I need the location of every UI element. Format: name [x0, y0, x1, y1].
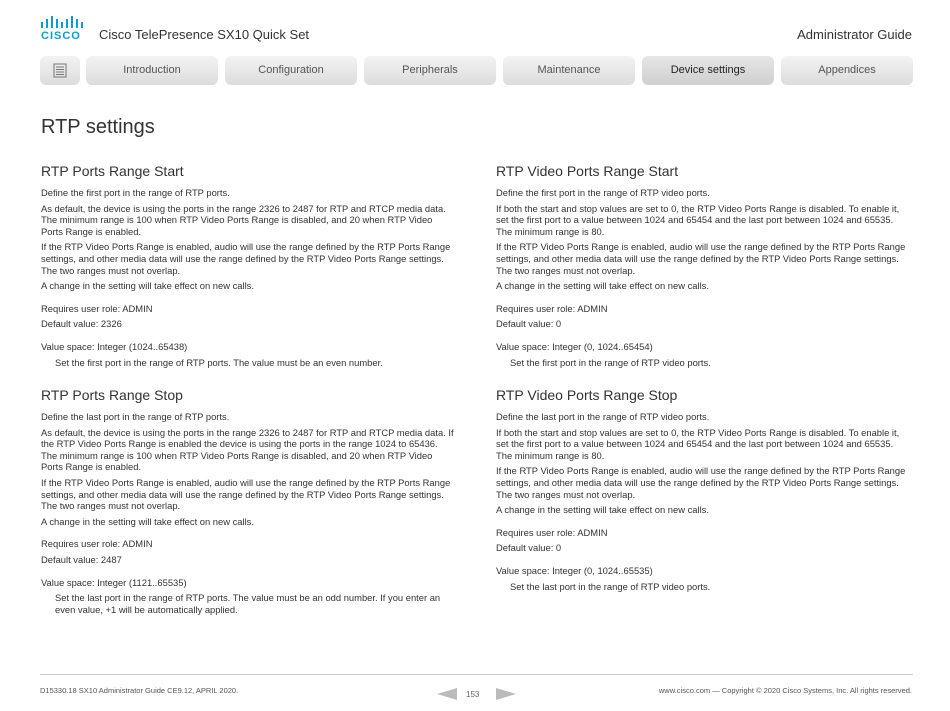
user-role: Requires user role: ADMIN [41, 302, 153, 314]
section-paragraph: A change in the setting will take effect on new calls. [41, 280, 254, 292]
user-role: Requires user role: ADMIN [41, 538, 153, 550]
value-description: Set the first port in the range of RTP ports. The value must be an even number. [55, 356, 383, 368]
logo-text: CISCO [41, 30, 81, 42]
footer-doc-id: D15330.18 SX10 Administrator Guide CE9.12, APRIL 2020. [40, 686, 239, 695]
tab-introduction[interactable]: Introduction [86, 56, 218, 85]
user-role: Requires user role: ADMIN [496, 526, 608, 538]
section-description: Define the last port in the range of RTP ports. [41, 411, 230, 422]
footer-divider [40, 674, 913, 675]
value-space: Value space: Integer (1121..65535) [41, 576, 187, 588]
previous-page-button[interactable] [437, 687, 457, 705]
tab-peripherals[interactable]: Peripherals [364, 56, 496, 85]
user-role: Requires user role: ADMIN [496, 302, 608, 314]
value-description: Set the last port in the range of RTP ports. The value must be an odd number. If you enter an even value, +1 will be automatically applied. [55, 592, 441, 615]
tab-contents[interactable] [40, 56, 80, 85]
section-title: RTP Ports Range Start [41, 163, 184, 179]
section-title: RTP Ports Range Stop [41, 387, 183, 403]
section-paragraph: A change in the setting will take effect on new calls. [496, 504, 709, 516]
default-value: Default value: 0 [496, 542, 562, 554]
tab-configuration[interactable]: Configuration [225, 56, 357, 85]
triangle-right-icon [496, 688, 516, 700]
value-space: Value space: Integer (0, 1024..65535) [496, 564, 653, 576]
value-space: Value space: Integer (1024..65438) [41, 340, 188, 352]
document-icon [53, 63, 67, 78]
section-description: Define the last port in the range of RTP video ports. [496, 411, 710, 422]
section-title: RTP Video Ports Range Start [496, 163, 679, 179]
page-title: RTP settings [41, 116, 155, 138]
tab-maintenance[interactable]: Maintenance [503, 56, 635, 85]
section-paragraph: If the RTP Video Ports Range is enabled, audio will use the range defined by the RTP Ports Range settings, and other media data will use the range defined by the RTP Video Ports Range settings. The two ranges must not overlap. [41, 241, 451, 276]
section-rtp-video-ports-range-start [496, 163, 911, 372]
section-paragraph: If both the start and stop values are set to 0, the RTP Video Ports Range is disabled. To enable it, set the first port to a value between 1024 and 65454 and the last port between 1024 and 65535. The minimum range is 80. [496, 202, 900, 237]
section-paragraph: If the RTP Video Ports Range is enabled, audio will use the range defined by the RTP Ports Range settings, and other media data will use the range defined by the RTP Video Ports Range settings. The two ranges must not overlap. [496, 241, 906, 276]
default-value: Default value: 0 [496, 318, 562, 330]
section-rtp-video-ports-range-stop [496, 387, 911, 596]
tab-appendices[interactable]: Appendices [781, 56, 913, 85]
section-description: Define the first port in the range of RTP video ports. [496, 187, 710, 198]
section-paragraph: A change in the setting will take effect on new calls. [41, 515, 254, 527]
doc-title: Cisco TelePresence SX10 Quick Set [99, 27, 310, 42]
tab-device-settings[interactable]: Device settings [642, 56, 774, 85]
section-paragraph: A change in the setting will take effect on new calls. [496, 280, 709, 292]
section-paragraph: As default, the device is using the ports in the range 2326 to 2487 for RTP and RTCP media data. The minimum range is 100 when RTP Video Ports Range is disabled, and 20 when RTP Video Ports Range is enabled. [41, 202, 446, 237]
section-paragraph: As default, the device is using the ports in the range 2326 to 2487 for RTP and RTCP media data. If the RTP Video Ports Range is enabled the device is using the ports in the range 1024 to 65436. The minimum range is 100 when RTP Video Ports Range is disabled, and 20 when RTP Video Ports Range is enabled. [41, 426, 454, 473]
tab-bar [40, 56, 913, 85]
section-paragraph: If both the start and stop values are set to 0, the RTP Video Ports Range is disabled. To enable it, set the first port to a value between 1024 and 65454 and the last port between 1024 and 65535. The minimum range is 80. [496, 426, 900, 461]
guide-title: Administrator Guide [797, 27, 912, 42]
value-description: Set the last port in the range of RTP video ports. [510, 580, 711, 592]
value-description: Set the first port in the range of RTP video ports. [510, 356, 711, 368]
page-number: 153 [466, 690, 480, 699]
section-rtp-ports-range-start [41, 163, 456, 372]
cisco-bars-icon [41, 16, 85, 30]
footer-copyright: www.cisco.com — Copyright © 2020 Cisco Systems, Inc. All rights reserved. [658, 686, 912, 695]
next-page-button[interactable] [496, 687, 516, 705]
section-description: Define the first port in the range of RTP ports. [41, 187, 230, 198]
value-space: Value space: Integer (0, 1024..65454) [496, 340, 653, 352]
triangle-left-icon [437, 688, 457, 700]
section-rtp-ports-range-stop [41, 387, 456, 619]
default-value: Default value: 2326 [41, 318, 122, 330]
section-title: RTP Video Ports Range Stop [496, 387, 678, 403]
section-paragraph: If the RTP Video Ports Range is enabled, audio will use the range defined by the RTP Ports Range settings, and other media data will use the range defined by the RTP Video Ports Range settings. The two ranges must not overlap. [41, 476, 451, 512]
default-value: Default value: 2487 [41, 553, 122, 565]
section-paragraph: If the RTP Video Ports Range is enabled, audio will use the range defined by the RTP Ports Range settings, and other media data will use the range defined by the RTP Video Ports Range settings. The two ranges must not overlap. [496, 465, 906, 500]
